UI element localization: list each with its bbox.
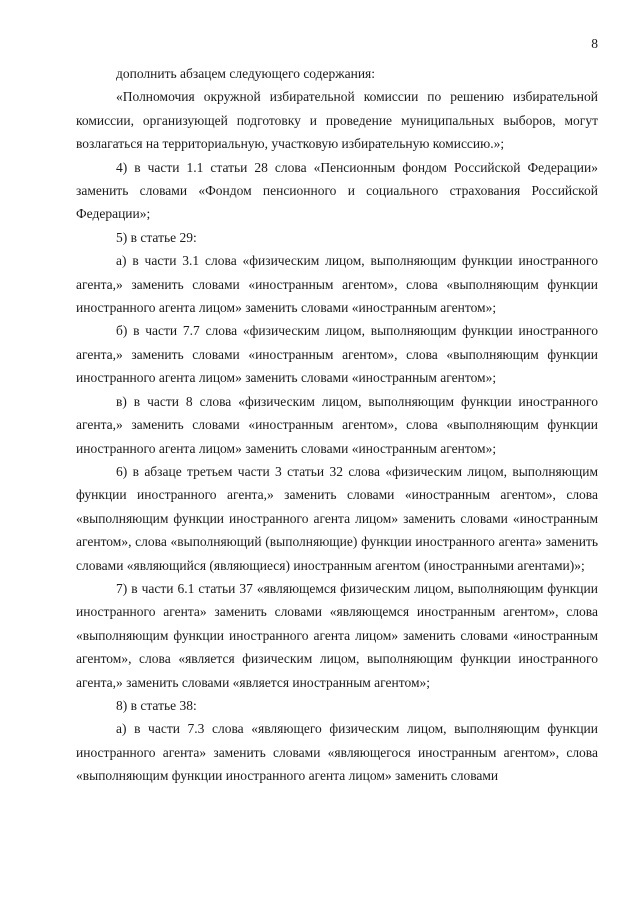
- paragraph-item-4: 4) в части 1.1 статьи 28 слова «Пенсионным фондом Российской Федерации» заменить словами «Фондом пенсионного и социального страхования Российской Федерации»;: [76, 159, 598, 222]
- paragraph-item-5c: в) в части 8 слова «физическим лицом, выполняющим функции иностранного агента,» заменить словами «иностранным агентом», слова «выполняющим функции иностранного агента лицом» заменить словами «иностранным агентом»;: [76, 393, 598, 456]
- paragraph-item-7: 7) в части 6.1 статьи 37 «являющемся физическим лицом, выполняющим функции иностранного агента» заменить словами «являющемся иностранным агентом», слова «выполняющим функции иностранного агента лицом» заменить словами «иностранным агентом», слова «является физическим лицом, выполняющим функции иностранного агента,» заменить словами «является иностранным агентом»;: [76, 580, 598, 690]
- paragraph-quote: «Полномочия окружной избирательной комиссии по решению избирательной комиссии, организующей подготовку и проведение муниципальных выборов, могут возлагаться на территориальную, участковую избирательную комиссию.»;: [76, 89, 598, 152]
- paragraph-item-6: 6) в абзаце третьем части 3 статьи 32 слова «физическим лицом, выполняющим функции иностранного агента,» заменить словами «иностранным агентом», слова «выполняющим функции иностранного агента лицом» заменить словами «иностранным агентом», слова «выполняющий (выполняющие) функции иностранного агента» заменить словами «являющийся (являющиеся) иностранным агентом (иностранными агентами)»;: [76, 463, 598, 573]
- paragraph-item-5: 5) в статье 29:: [116, 229, 197, 245]
- document-body: [76, 62, 598, 788]
- paragraph-item-5a: а) в части 3.1 слова «физическим лицом, выполняющим функции иностранного агента,» заменить словами «иностранным агентом», слова «выполняющим функции иностранного агента лицом» заменить словами «иностранным агентом»;: [76, 253, 598, 316]
- paragraph-item-8a: а) в части 7.3 слова «являющего физическим лицом, выполняющим функции иностранного агента» заменить словами «являющегося иностранным агентом», слова «выполняющим функции иностранного агента лицом» заменить словами: [76, 721, 598, 784]
- paragraph-item-5b: б) в части 7.7 слова «физическим лицом, выполняющим функции иностранного агента,» заменить словами «иностранным агентом», слова «выполняющим функции иностранного агента лицом» заменить словами «иностранным агентом»;: [76, 323, 598, 386]
- paragraph-item-8: 8) в статье 38:: [116, 697, 197, 713]
- page-number: 8: [591, 36, 598, 51]
- paragraph-intro: дополнить абзацем следующего содержания:: [116, 66, 376, 81]
